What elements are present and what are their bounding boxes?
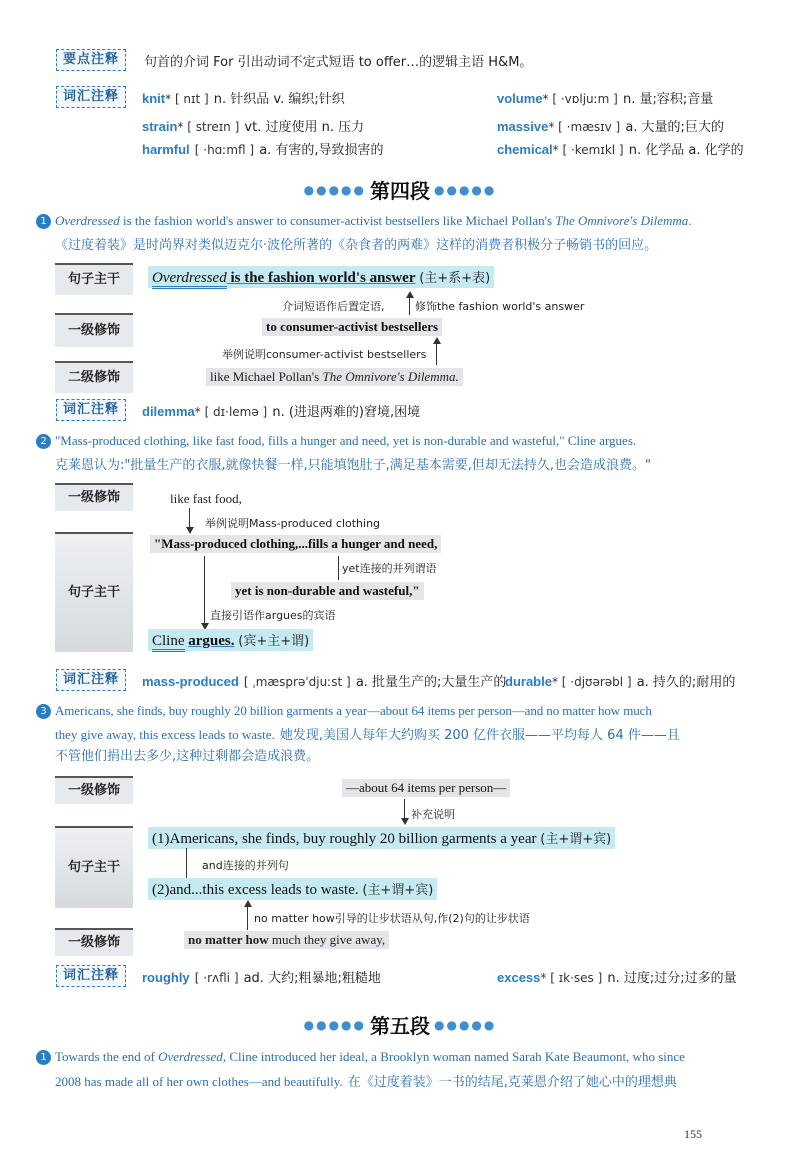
key-note-tag: 要点注释 (56, 49, 126, 71)
sentence-4-3-chinese: 不管他们捐出去多少,这种过剩都会造成浪费。 (55, 749, 320, 764)
connector-line (338, 556, 339, 580)
vocab-entry-massive: massive* [ ·mæsɪv ] a. 大量的;巨大的 (497, 119, 724, 135)
modifier-64-items: —about 64 items per person— (342, 779, 510, 797)
sentence-5-1-line2: 2008 has made all of her own clothes—and beautifully. 在《过度着装》一书的结尾,克莱恩介绍了她心中的理想典 (55, 1074, 677, 1090)
sentence-4-3-english: 3 Americans, she finds, buy roughly 20 billion garments a year—about 64 items per person—and no matter how much (36, 703, 776, 719)
label-level2-modifier: 二级修饰 (55, 361, 133, 393)
vocab-entry-dilemma: dilemma* [ dɪ·lemə ] n. (进退两难的)窘境,困境 (142, 404, 421, 420)
connector-line (404, 799, 405, 819)
label-level1-modifier: 一级修饰 (55, 313, 133, 347)
note-example-clothing: 举例说明Mass-produced clothing (205, 517, 381, 530)
main-4-3-line1: (1)Americans, she finds, buy roughly 20 billion garments a year (主+谓+宾) (148, 827, 615, 849)
connector-line (247, 906, 248, 930)
decor-dots-left: ●●●●● (303, 1018, 366, 1032)
decor-dots-left: ●●●●● (303, 183, 366, 197)
section-heading-5: ●●●●● 第五段 ●●●●● (303, 1014, 497, 1038)
vocab-entry-strain: strain* [ streɪn ] vt. 过度使用 n. 压力 (142, 119, 365, 135)
sentence-4-2-chinese: 克莱恩认为:"批量生产的衣服,就像快餐一样,只能填饱肚子,满足基本需要,但却无法持久,也会造成浪费。" (55, 458, 652, 473)
arrow-up-icon (244, 900, 252, 907)
label-level1-modifier: 一级修饰 (55, 776, 133, 804)
main-clause-4-1: Overdressed is the fashion world's answer (主+系+表) (148, 266, 494, 288)
vocab-entry-mass-produced: mass-produced [ ˌmæsprəˈdjuːst ] a. 批量生产的;大量生产的 (142, 674, 507, 690)
sentence-4-1-english: 1 Overdressed is the fashion world's answer to consumer-activist bestsellers like Michael Pollan's The Omnivore's Dilemma. (36, 213, 766, 229)
connector-line (204, 556, 205, 624)
label-level1-modifier: 一级修饰 (55, 483, 133, 511)
note-postposed-attr: 介词短语作后置定语, (282, 300, 385, 313)
main-4-2-line2: yet is non-durable and wasteful," (231, 582, 424, 600)
decor-dots-right: ●●●●● (434, 1018, 497, 1032)
note-and-coordinate: and连接的并列句 (202, 859, 289, 872)
label-main-clause: 句子主干 (55, 532, 133, 652)
decor-dots-right: ●●●●● (434, 183, 497, 197)
arrow-up-icon (433, 337, 441, 344)
main-4-3-line2: (2)and...this excess leads to waste. (主+谓+宾) (148, 878, 437, 900)
note-concessive: no matter how引导的让步状语从句,作(2)句的让步状语 (254, 912, 530, 925)
vocab-entry-excess: excess* [ ɪk·ses ] n. 过度;过分;过多的量 (497, 970, 737, 986)
arrow-up-icon (406, 291, 414, 298)
vocab-entry-roughly: roughly [ ·rʌfli ] ad. 大约;粗暴地;粗糙地 (142, 970, 381, 986)
vocab-note-tag: 词汇注释 (56, 965, 126, 987)
section-heading-4: ●●●●● 第四段 ●●●●● (303, 179, 497, 203)
note-yet-predicate: yet连接的并列谓语 (342, 562, 437, 575)
note-example: 举例说明consumer-activist bestsellers (222, 348, 427, 361)
page-number: 155 (684, 1127, 702, 1141)
modifier-4-1-b: like Michael Pollan's The Omnivore's Dilemma. (206, 368, 463, 386)
vocab-entry-knit: knit* [ nɪt ] n. 针织品 v. 编织;针织 (142, 91, 345, 107)
sentence-4-3-line2: they give away, this excess leads to waste. 她发现,美国人每年大约购买 200 亿件衣服——平均每人 64 件——且 (55, 727, 680, 743)
vocab-entry-volume: volume* [ ·vɒljuːm ] n. 量;容积;音量 (497, 91, 714, 107)
vocab-entry-durable: durable* [ ·djʊərəbl ] a. 持久的;耐用的 (505, 674, 736, 690)
modifier-like-fast-food: like fast food, (170, 491, 242, 506)
main-4-2-line1: "Mass-produced clothing,...fills a hunger and need, (150, 535, 441, 553)
connector-line (189, 508, 190, 528)
vocab-note-tag: 词汇注释 (56, 86, 126, 108)
arrow-down-icon (401, 818, 409, 825)
modifier-no-matter-how: no matter how much they give away, (184, 931, 389, 949)
sentence-4-2-english: 2 "Mass-produced clothing, like fast food, fills a hunger and need, yet is non-durable and wasteful," Cline argues. (36, 433, 776, 449)
vocab-entry-harmful: harmful [ ·hɑːmfl ] a. 有害的,导致损害的 (142, 142, 384, 158)
vocab-note-tag: 词汇注释 (56, 399, 126, 421)
note-modifies: 修饰the fashion world's answer (415, 300, 585, 313)
vocab-note-tag: 词汇注释 (56, 669, 126, 691)
sentence-4-1-chinese: 《过度着装》是时尚界对类似迈克尔·波伦所著的《杂食者的两难》这样的消费者积极分子畅销书的回应。 (55, 238, 658, 253)
sentence-5-1-english: 1 Towards the end of Overdressed, Cline introduced her ideal, a Brooklyn woman named Sarah Kate Beaumont, who since (36, 1049, 776, 1065)
label-level1-modifier: 一级修饰 (55, 928, 133, 956)
note-direct-quote: 直接引语作argues的宾语 (210, 609, 336, 622)
key-note-text: 句首的介词 For 引出动词不定式短语 to offer…的逻辑主语 H&M。 (144, 55, 533, 70)
label-main-clause: 句子主干 (55, 263, 133, 295)
connector-line (436, 343, 437, 365)
modifier-4-1-a: to consumer-activist bestsellers (262, 318, 442, 336)
vocab-entry-chemical: chemical* [ ·kemɪkl ] n. 化学品 a. 化学的 (497, 142, 744, 158)
label-main-clause: 句子主干 (55, 826, 133, 908)
arrow-down-icon (186, 527, 194, 534)
note-supplement: 补充说明 (411, 808, 455, 821)
main-4-2-line3: Cline argues. (宾+主+谓) (148, 629, 313, 651)
connector-line (186, 848, 187, 878)
connector-line (409, 297, 410, 315)
